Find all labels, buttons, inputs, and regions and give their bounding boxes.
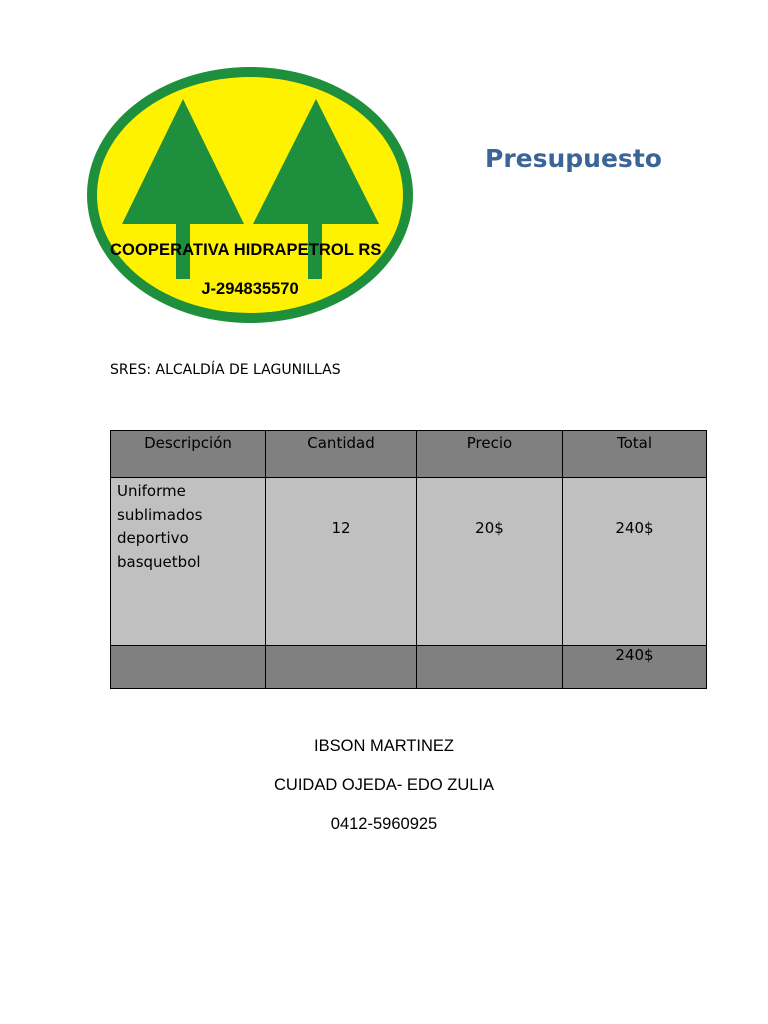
header-price: Precio <box>417 431 563 478</box>
cooperative-logo <box>84 64 416 326</box>
budget-table <box>110 430 707 689</box>
item-price: 20$ <box>417 478 563 646</box>
header-total: Total <box>563 431 707 478</box>
logo-rif-number: J-294835570 <box>201 280 299 298</box>
item-quantity: 12 <box>266 478 417 646</box>
logo-company-name: COOPERATIVA HIDRAPETROL RS <box>110 241 382 259</box>
signer-phone: 0412-5960925 <box>330 815 438 833</box>
item-description-line: sublimados <box>117 505 203 524</box>
header-description: Descripción <box>111 431 266 478</box>
signer-name: IBSON MARTINEZ <box>314 737 454 755</box>
item-total: 240$ <box>563 478 707 646</box>
signer-location: CUIDAD OJEDA- EDO ZULIA <box>273 776 495 794</box>
grand-total: 240$ <box>563 646 707 689</box>
table-row <box>111 478 707 646</box>
item-description-line: basquetbol <box>117 552 201 571</box>
table-total-row <box>111 646 707 689</box>
total-empty-cell <box>417 646 563 689</box>
item-description-cell <box>111 478 266 646</box>
document-title: Presupuesto <box>485 144 662 173</box>
total-empty-cell <box>111 646 266 689</box>
table-header-row <box>111 431 707 478</box>
item-description-line: Uniforme <box>117 482 186 500</box>
header-quantity: Cantidad <box>266 431 417 478</box>
item-description-line: deportivo <box>117 529 189 547</box>
total-empty-cell <box>266 646 417 689</box>
recipient-line: SRES: ALCALDÍA DE LAGUNILLAS <box>110 362 341 378</box>
